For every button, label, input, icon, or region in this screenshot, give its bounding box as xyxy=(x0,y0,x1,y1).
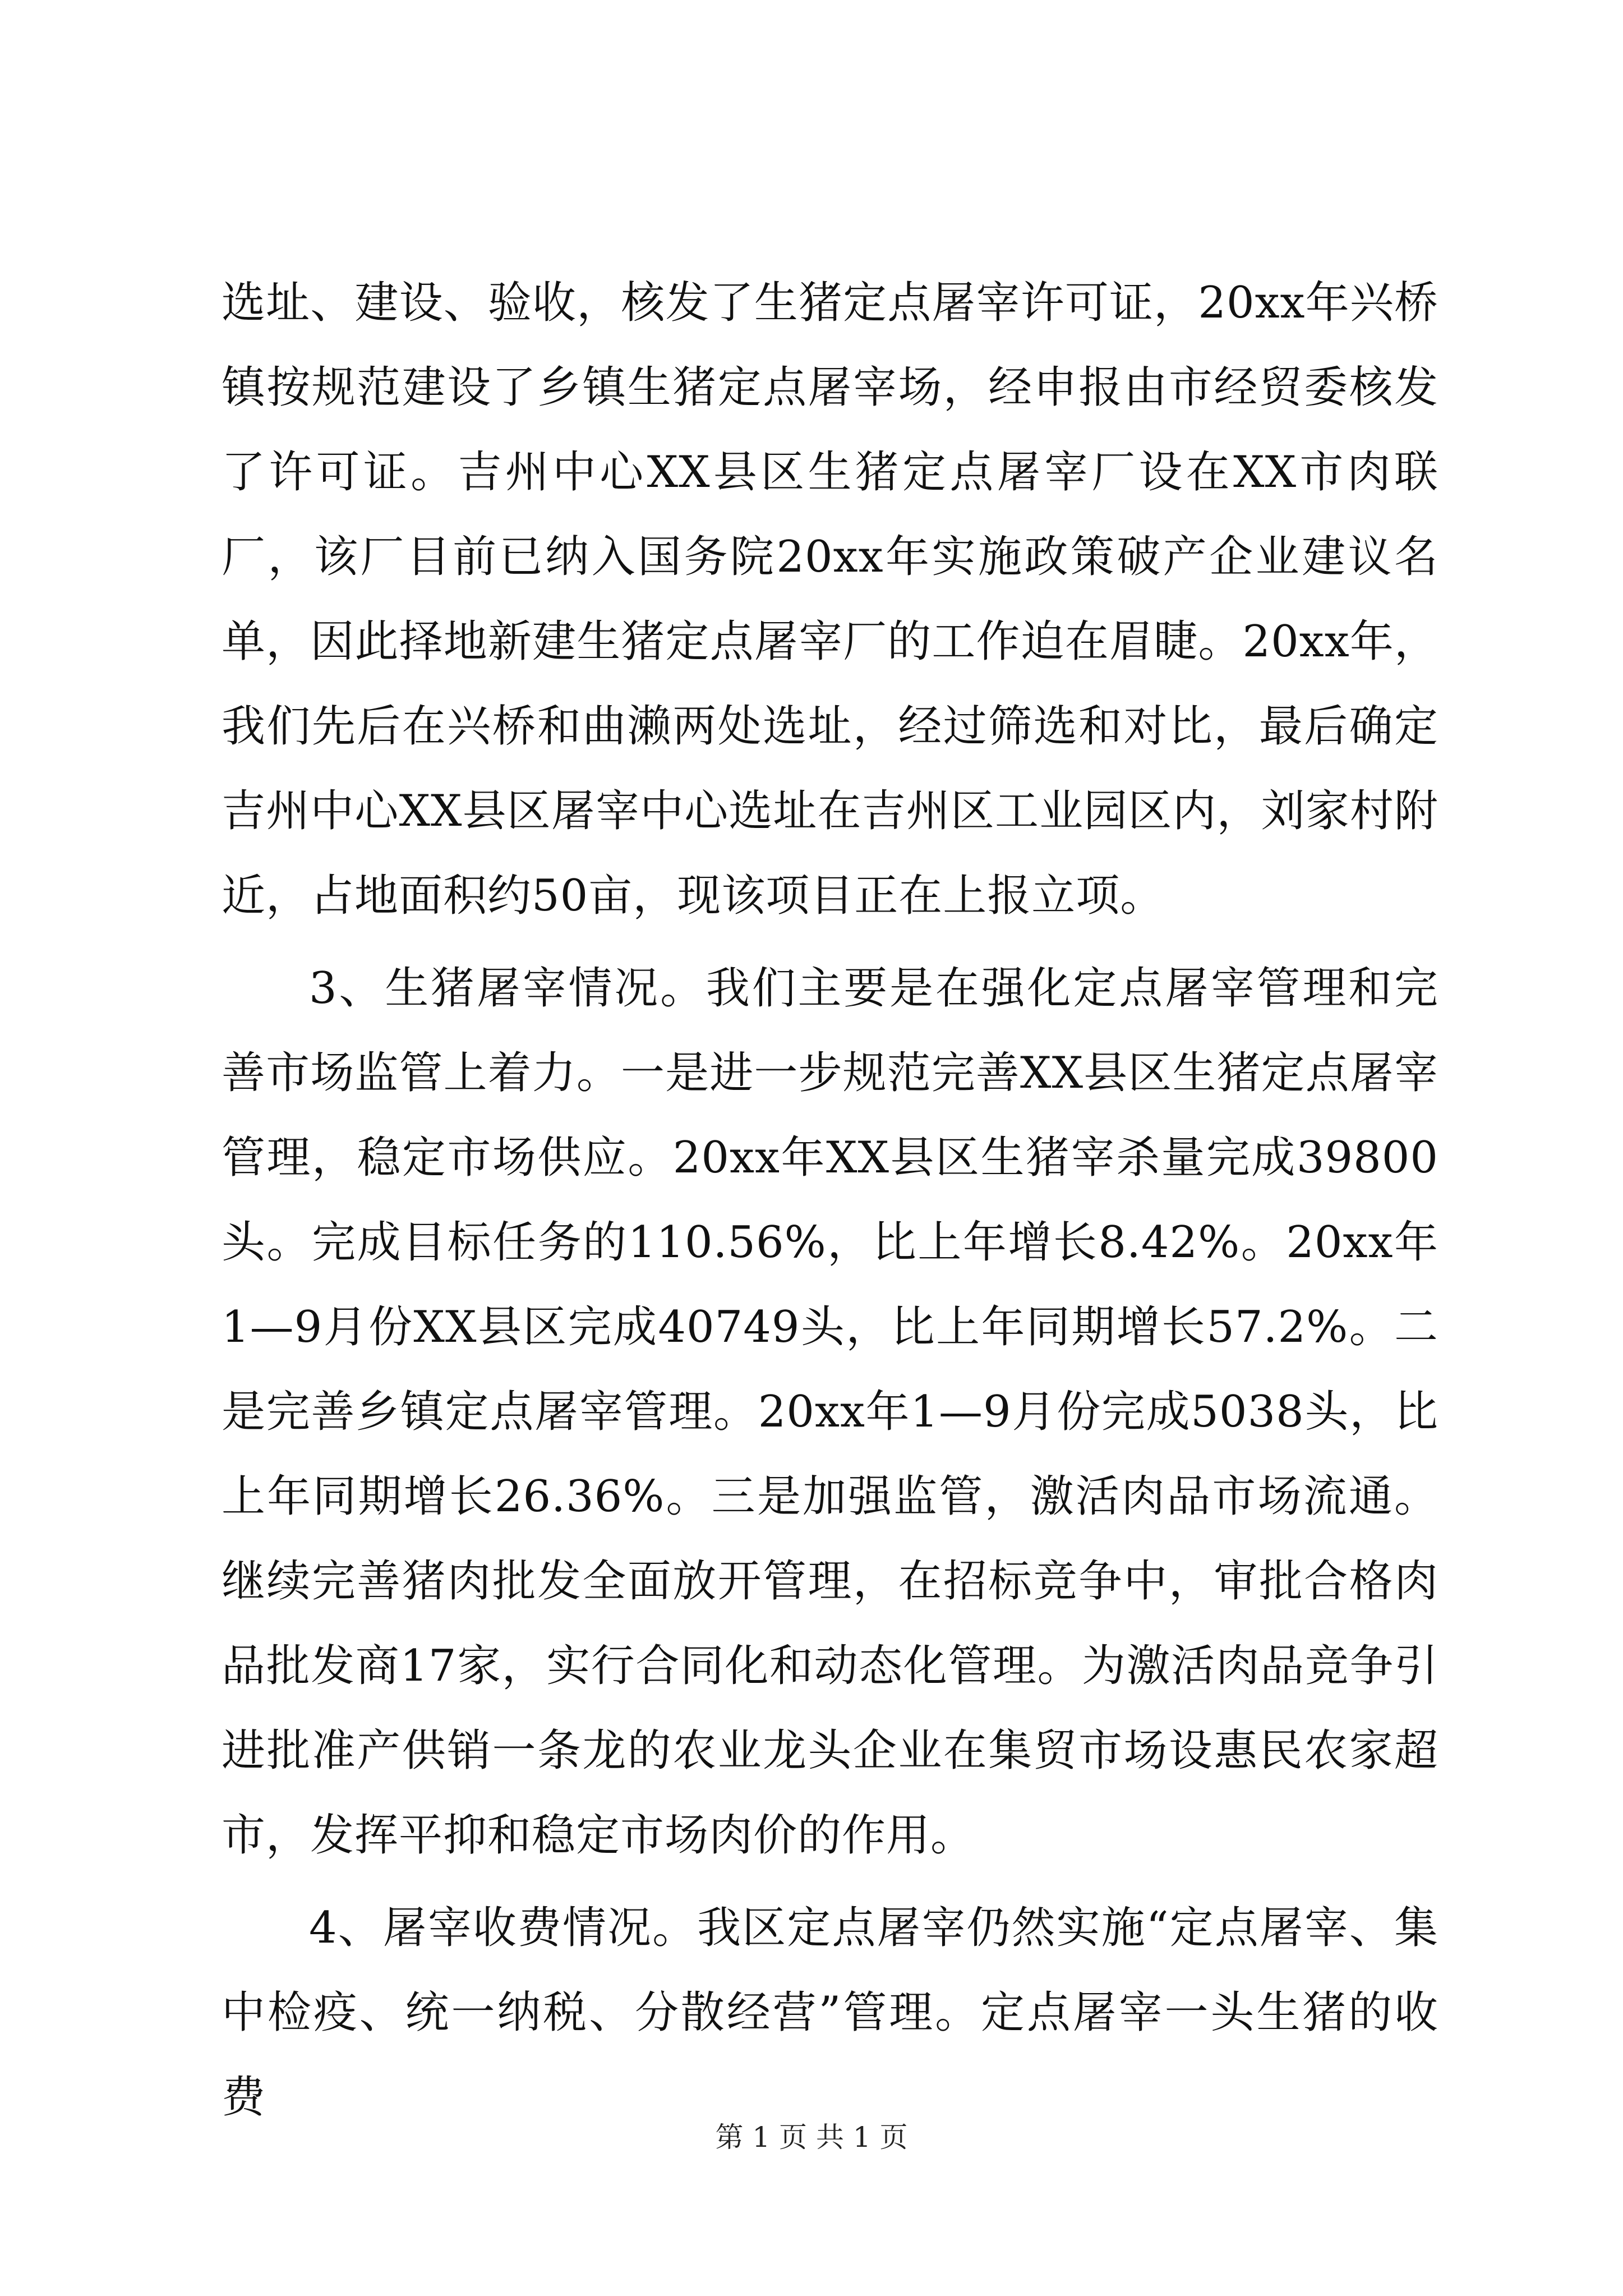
paragraph-slaughter-fees: 4、屠宰收费情况。我区定点屠宰仍然实施“定点屠宰、集中检疫、统一纳税、分散经营”管理。定点屠宰一头生猪的收费 xyxy=(222,1903,1438,2123)
paragraph-slaughter-status: 3、生猪屠宰情况。我们主要是在强化定点屠宰管理和完善市场监管上着力。一是进一步规范完善XX县区生猪定点屠宰管理，稳定市场供应。20xx年XX县区生猪宰杀量完成39800头。完成目标任务的110.56%，比上年增长8.42%。20xx年1—9月份XX县区完成40749头，比上年同期增长57.2%。二是完善乡镇定点屠宰管理。20xx年1—9月份完成5038头，比上年同期增长26.36%。三是加强监管，激活肉品市场流通。继续完善猪肉批发全面放开管理，在招标竞争中，审批合格肉品批发商17家，实行合同化和动态化管理。为激活肉品竞争引进批准产供销一条龙的农业龙头企业在集贸市场设惠民农家超市，发挥平抑和稳定市场肉价的作用。 xyxy=(222,963,1438,1861)
page-footer: 第 1 页 共 1 页 xyxy=(715,2121,908,2154)
document-body xyxy=(222,261,1438,2140)
paragraph-continuation: 选址、建设、验收，核发了生猪定点屠宰许可证，20xx年兴桥镇按规范建设了乡镇生猪定点屠宰场，经申报由市经贸委核发了许可证。吉州中心XX县区生猪定点屠宰厂设在XX市肉联厂，该厂目前已纳入国务院20xx年实施政策破产企业建议名单，因此择地新建生猪定点屠宰厂的工作迫在眉睫。20xx年，我们先后在兴桥和曲濑两处选址，经过筛选和对比，最后确定吉州中心XX县区屠宰中心选址在吉州区工业园区内，刘家村附近，占地面积约50亩，现该项目正在上报立项。 xyxy=(222,278,1438,921)
